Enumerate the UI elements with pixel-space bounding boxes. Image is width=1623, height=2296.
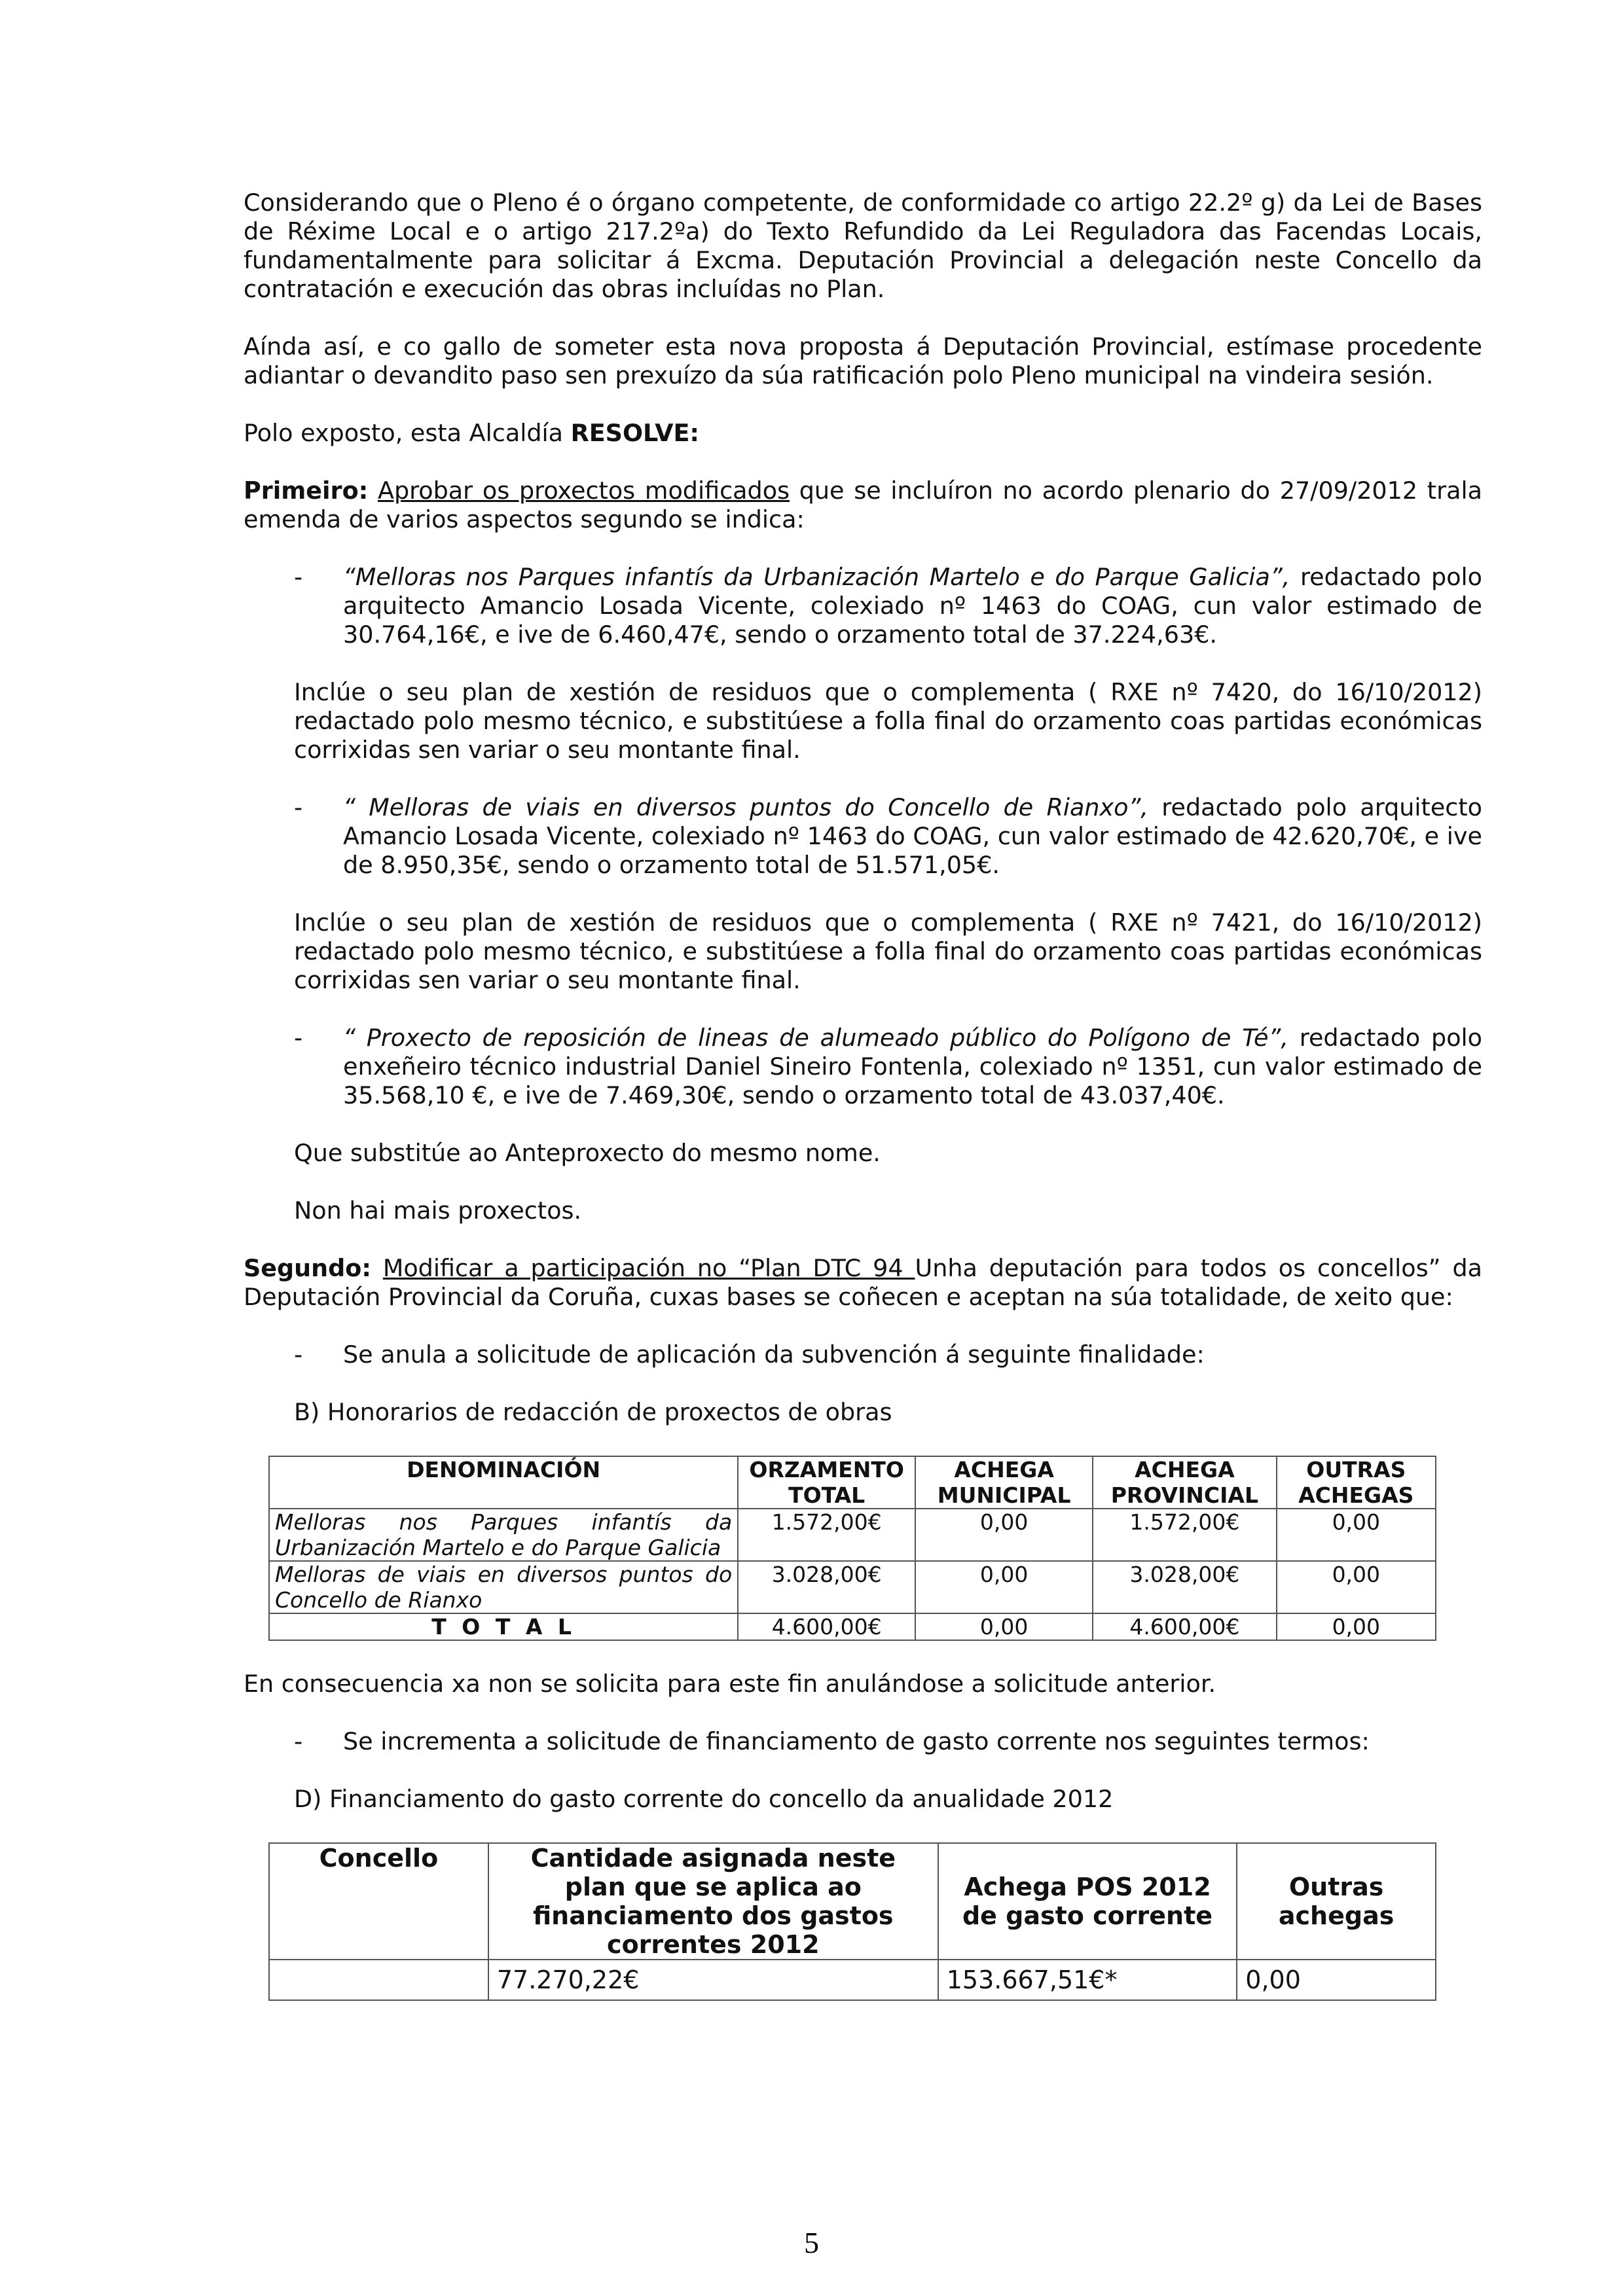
paragraph-ainda: Aínda así, e co gallo de someter esta nova proposta á Deputación Provincial, estímase procedente adiantar o devandito paso sen prexuízo da súa ratificación polo Pleno municipal na vindeira sesión. (244, 332, 1482, 389)
polo-exposto-text: Polo exposto, esta Alcaldía (244, 419, 571, 447)
table-total-row (269, 1613, 1436, 1640)
cell-concello (269, 1960, 488, 2000)
table-header-row (269, 1456, 1436, 1509)
cell-municipal: 0,00 (915, 1561, 1093, 1613)
header-denominacion: DENOMINACIÓN (269, 1456, 738, 1509)
document-page (244, 188, 1482, 2001)
honorarios-table (268, 1456, 1436, 1641)
primeiro-rest: que se incluíron no acordo plenario do 27/09/2012 trala emenda de varios aspectos segundo se indica: (244, 476, 1482, 533)
header-outras: Outras achegas (1237, 1843, 1436, 1960)
table-header-row (269, 1843, 1436, 1960)
project-title: “ Melloras de viais en diversos puntos do Concello de Rianxo”, (343, 793, 1148, 821)
cell-outras: 0,00 (1277, 1509, 1436, 1561)
header-cantidade: Cantidade asignada neste plan que se aplica ao financiamento dos gastos correntes 2012 (488, 1843, 938, 1960)
segundo-rest: Unha deputación para todos os concellos” da Deputación Provincial da Coruña, cuxas bases se coñecen e aceptan na súa totalidade, de xeito que: (244, 1254, 1482, 1311)
paragraph-polo-exposto (244, 419, 1482, 448)
cell-municipal: 0,00 (915, 1509, 1093, 1561)
project-item (244, 793, 1482, 880)
header-orzamento: ORZAMENTO TOTAL (738, 1456, 915, 1509)
table-row (269, 1561, 1436, 1613)
project-text: redactado polo enxeñeiro técnico industrial Daniel Sineiro Fontenla, colexiado nº 1351, cun valor estimado de 35.568,10 €, e ive de 7.469,30€, sendo o orzamento total de 43.037,40€. (343, 1024, 1482, 1109)
gasto-corrente-table (268, 1842, 1436, 2001)
paragraph-segundo (244, 1254, 1482, 1312)
project-note: Inclúe o seu plan de xestión de residuos que o complementa ( RXE nº 7421, do 16/10/2012) redactado polo mesmo técnico, e substitúese a folla final do orzamento coas partidas económicas corrixidas sen variar o seu montante final. (294, 908, 1482, 994)
dash-marker: - (294, 1024, 303, 1052)
bullet-anula (244, 1340, 1482, 1369)
project-text: redactado polo arquitecto Amancio Losada Vicente, colexiado nº 1463 do COAG, cun valor estimado de 42.620,70€, e ive de 8.950,35€, sendo o orzamento total de 51.571,05€. (343, 793, 1482, 879)
section-b-heading: B) Honorarios de redacción de proxectos de obras (294, 1398, 892, 1426)
table-row (269, 1509, 1436, 1561)
primeiro-label: Primeiro: (244, 476, 369, 505)
project-title: “Melloras nos Parques infantís da Urbanización Martelo e do Parque Galicia”, (343, 563, 1290, 591)
dash-marker: - (294, 1727, 303, 1755)
table-row (269, 1960, 1436, 2000)
cell-total-municipal: 0,00 (915, 1613, 1093, 1640)
header-achega-provincial: ACHEGA PROVINCIAL (1093, 1456, 1277, 1509)
cell-total-orzamento: 4.600,00€ (738, 1613, 915, 1640)
section-d-heading: D) Financiamento do gasto corrente do concello da anualidade 2012 (294, 1785, 1114, 1813)
paragraph-considerando: Considerando que o Pleno é o órgano competente, de conformidade co artigo 22.2º g) da Lei de Bases de Réxime Local e o artigo 217.2ºa) do Texto Refundido da Lei Reguladora das Facendas Locais, fundamentalmente para solicitar á Excma. Deputación Provincial a delegación neste Concello da contratación e execución das obras incluídas no Plan. (244, 188, 1482, 303)
cell-total-provincial: 4.600,00€ (1093, 1613, 1277, 1640)
dash-marker: - (294, 563, 303, 591)
non-hai-mais: Non hai mais proxectos. (294, 1196, 582, 1225)
project-note: Que substitúe ao Anteproxecto do mesmo nome. (294, 1139, 881, 1167)
cell-outras: 0,00 (1277, 1561, 1436, 1613)
paragraph-primeiro (244, 476, 1482, 534)
cell-denominacion: Melloras de viais en diversos puntos do Concello de Rianxo (269, 1561, 738, 1613)
cell-cantidade: 77.270,22€ (488, 1960, 938, 2000)
cell-provincial: 1.572,00€ (1093, 1509, 1277, 1561)
project-item (244, 1024, 1482, 1110)
dash-marker: - (294, 1340, 303, 1369)
project-text: redactado polo arquitecto Amancio Losada Vicente, colexiado nº 1463 do COAG, cun valor estimado de 30.764,16€, e ive de 6.460,47€, sendo o orzamento total de 37.224,63€. (343, 563, 1482, 649)
paragraph-consecuencia: En consecuencia xa non se solicita para este fin anulándose a solicitude anterior. (244, 1670, 1216, 1698)
primeiro-underline: Aprobar os proxectos modificados (377, 476, 790, 505)
cell-total-outras: 0,00 (1277, 1613, 1436, 1640)
segundo-label: Segundo: (244, 1254, 371, 1282)
segundo-underline: Modificar a participación no “Plan DTC 94 (382, 1254, 915, 1282)
cell-orzamento: 3.028,00€ (738, 1561, 915, 1613)
header-concello: Concello (269, 1843, 488, 1960)
cell-orzamento: 1.572,00€ (738, 1509, 915, 1561)
page-number: 5 (804, 2226, 819, 2259)
cell-provincial: 3.028,00€ (1093, 1561, 1277, 1613)
resolve-label: RESOLVE: (570, 419, 699, 447)
project-item (244, 563, 1482, 649)
cell-total-label: T O T A L (269, 1613, 738, 1640)
cell-outras: 0,00 (1237, 1960, 1436, 2000)
cell-denominacion: Melloras nos Parques infantís da Urbanización Martelo e do Parque Galicia (269, 1509, 738, 1561)
dash-marker: - (294, 793, 303, 821)
header-outras-achegas: OUTRAS ACHEGAS (1277, 1456, 1436, 1509)
header-achega-municipal: ACHEGA MUNICIPAL (915, 1456, 1093, 1509)
project-note: Inclúe o seu plan de xestión de residuos que o complementa ( RXE nº 7420, do 16/10/2012) redactado polo mesmo técnico, e substitúese a folla final do orzamento coas partidas económicas corrixidas sen variar o seu montante final. (294, 678, 1482, 764)
bullet-anula-text: Se anula a solicitude de aplicación da subvención á seguinte finalidade: (343, 1340, 1205, 1369)
bullet-incrementa (244, 1727, 1482, 1756)
cell-achega-pos: 153.667,51€* (938, 1960, 1237, 2000)
header-achega-pos: Achega POS 2012 de gasto corrente (938, 1843, 1237, 1960)
project-title: “ Proxecto de reposición de lineas de alumeado público do Polígono de Té”, (343, 1024, 1288, 1052)
bullet-incrementa-text: Se incrementa a solicitude de financiamento de gasto corrente nos seguintes termos: (343, 1727, 1370, 1755)
